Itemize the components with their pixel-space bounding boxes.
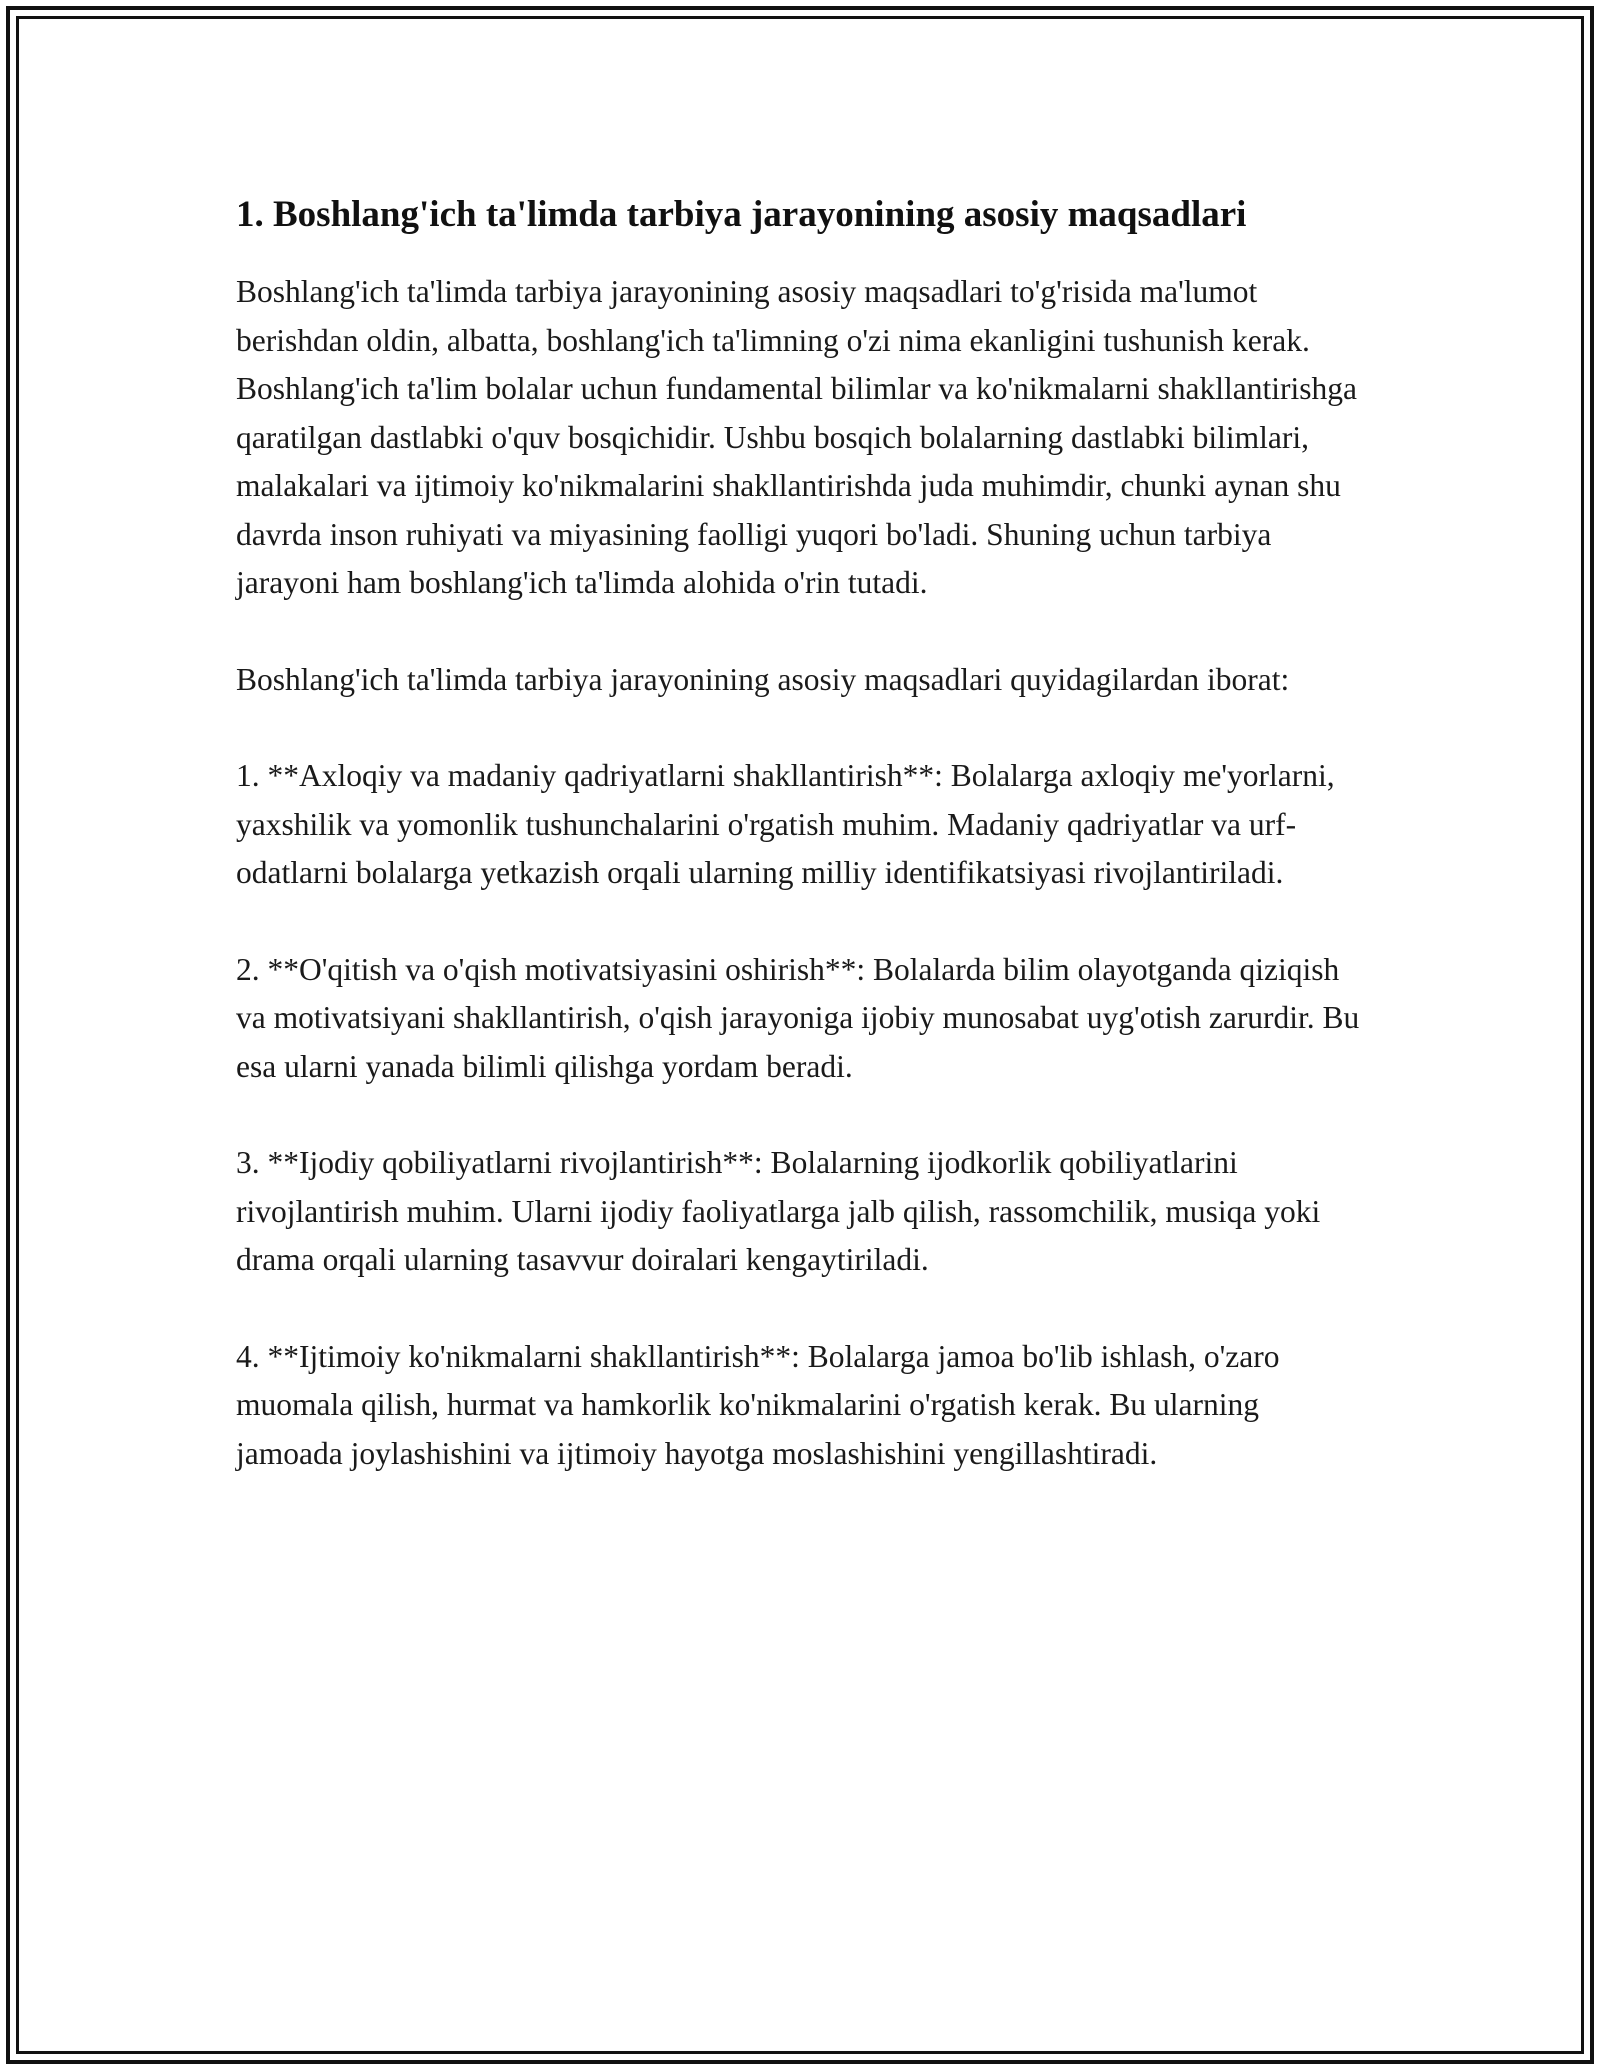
document-body [236, 188, 1366, 1526]
goal-item-4: 4. **Ijtimoiy ko'nikmalarni shakllantirish**: Bolalarga jamoa bo'lib ishlash, o'zaro muomala qilish, hurmat va hamkorlik ko'nikmalarini o'rgatish kerak. Bu ularning jamoada joylashishini va ijtimoiy hayotga moslashishini yengillashtiradi. [236, 1338, 1280, 1471]
goal-item-1: 1. **Axloqiy va madaniy qadriyatlarni shakllantirish**: Bolalarga axloqiy me'yorlarni, yaxshilik va yomonlik tushunchalarini o'rgatish muhim. Madaniy qadriyatlar va urf-odatlarni bolalarga yetkazish orqali ularning milliy identifikatsiyasi rivojlantiriladi. [236, 758, 1335, 890]
goal-item-2: 2. **O'qitish va o'qish motivatsiyasini oshirish**: Bolalarda bilim olayotganda qiziqish va motivatsiyani shakllantirish, o'qish jarayoniga ijobiy munosabat uyg'otish zarurdir. Bu esa ularni yanada bilimli qilishga yordam beradi. [236, 951, 1360, 1084]
intro-paragraph: Boshlang'ich ta'limda tarbiya jarayonining asosiy maqsadlari to'g'risida ma'lumot berishdan oldin, albatta, boshlang'ich ta'limning o'zi nima ekanligini tushunish kerak. Boshlang'ich ta'lim bolalar uchun fundamental bilimlar va ko'nikmalarni shakllantirishga qaratilgan dastlabki o'quv bosqichidir. Ushbu bosqich bolalarning dastlabki bilimlari, malakalari va ijtimoiy ko'nikmalarini shakllantirishda juda muhimdir, chunki aynan shu davrda inson ruhiyati va miyasining faolligi yuqori bo'ladi. Shuning uchun tarbiya jarayoni ham boshlang'ich ta'limda alohida o'rin tutadi. [236, 274, 1358, 600]
section-heading: 1. Boshlang'ich ta'limda tarbiya jarayonining asosiy maqsadlari [236, 194, 1247, 235]
goal-item-3: 3. **Ijodiy qobiliyatlarni rivojlantirish**: Bolalarning ijodkorlik qobiliyatlarini rivojlantirish muhim. Ularni ijodiy faoliyatlarga jalb qilish, rassomchilik, musiqa yoki drama orqali ularning tasavvur doiralari kengaytiriladi. [236, 1145, 1321, 1277]
goals-lead-paragraph: Boshlang'ich ta'limda tarbiya jarayonining asosiy maqsadlari quyidagilardan iborat: [236, 661, 1290, 697]
